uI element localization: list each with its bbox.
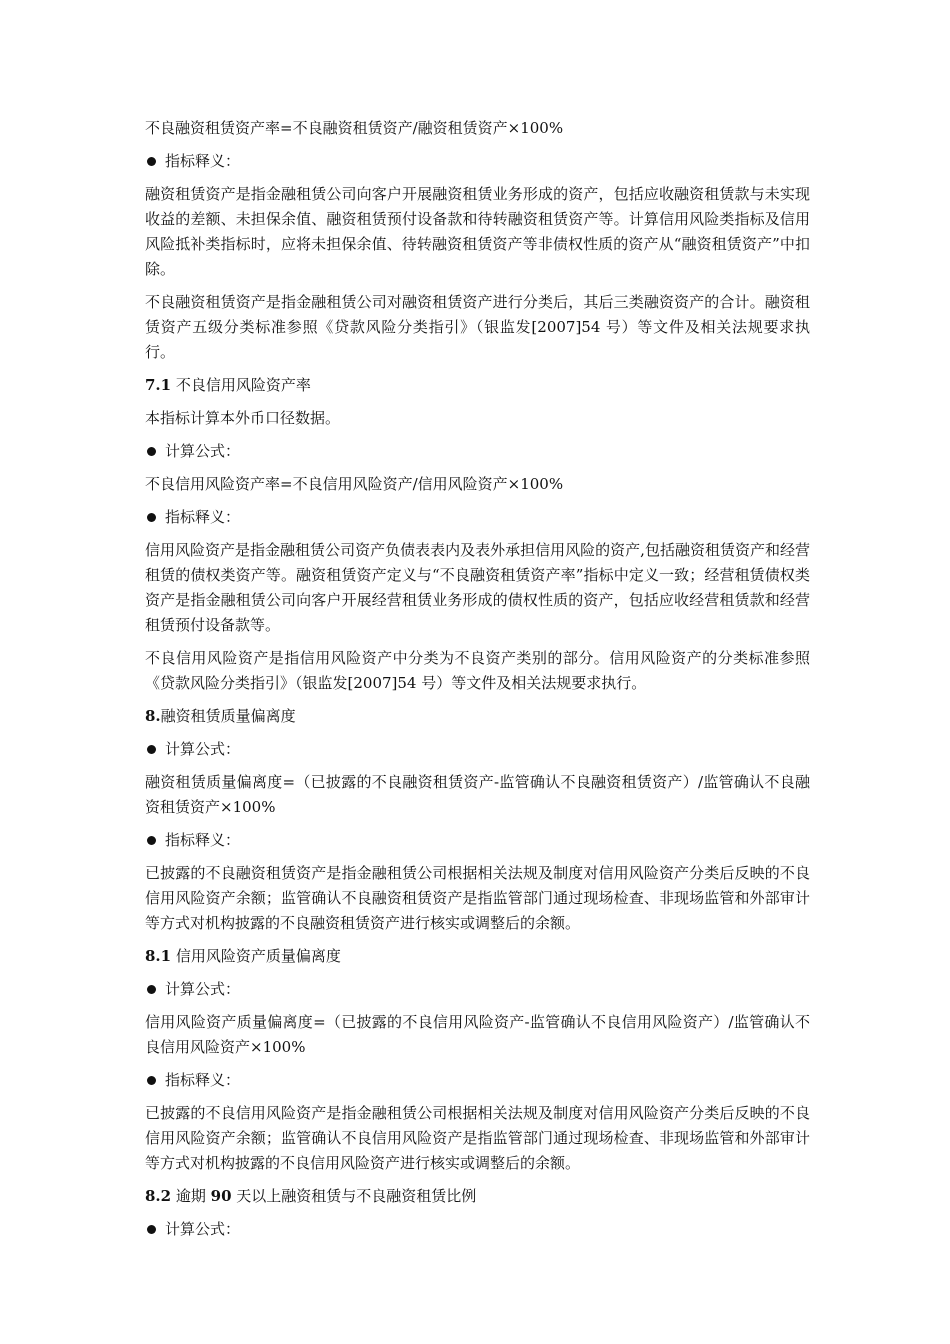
bullet-indicator-definition: [145, 505, 810, 530]
bullet-dot-icon: [147, 1225, 156, 1234]
formula-lease-quality-deviation: 融资租赁质量偏离度=（已披露的不良融资租赁资产-监管确认不良融资租赁资产）/监管确认不良融资租赁资产×100%: [145, 773, 810, 816]
formula-credit-risk-quality-deviation: 信用风险资产质量偏离度=（已披露的不良信用风险资产-监管确认不良信用风险资产）/监管确认不良信用风险资产×100%: [145, 1013, 810, 1056]
section-title-post: 天以上融资租赁与不良融资租赁比例: [231, 1187, 477, 1205]
section-heading-8-2: [145, 1184, 810, 1209]
bullet-label: 指标释义：: [165, 508, 241, 526]
paragraph-credit-risk-asset-definition: 信用风险资产是指金融租赁公司资产负债表表内及表外承担信用风险的资产,包括融资租赁资产和经营租赁的债权类资产等。融资租赁资产定义与“不良融资租赁资产率”指标中定义一致；经营租赁债权类资产是指金融租赁公司向客户开展经营租赁业务形成的债权性质的资产，包括应收经营租赁款和经营租赁预付设备款等。: [145, 541, 810, 634]
section-number: 8.2: [145, 1187, 172, 1205]
bullet-indicator-definition: [145, 1068, 810, 1093]
bullet-calculation-formula: [145, 439, 810, 464]
section-number: 8.: [145, 707, 161, 725]
section-number: 7.1: [145, 376, 172, 394]
bullet-label: 计算公式：: [165, 980, 241, 998]
paragraph-currency-scope: 本指标计算本外币口径数据。: [145, 409, 341, 427]
section-title: 融资租赁质量偏离度: [160, 707, 296, 725]
document-page: [145, 116, 810, 1250]
bullet-dot-icon: [147, 745, 156, 754]
bullet-dot-icon: [147, 836, 156, 845]
section-title-bold-number: 90: [210, 1187, 232, 1205]
bullet-indicator-definition: [145, 149, 810, 174]
paragraph-bad-credit-risk-asset-definition: 不良信用风险资产是指信用风险资产中分类为不良资产类别的部分。信用风险资产的分类标准参照《贷款风险分类指引》（银监发[2007]54 号）等文件及相关法规要求执行。: [145, 649, 810, 692]
paragraph-disclosed-bad-lease-definition: 已披露的不良融资租赁资产是指金融租赁公司根据相关法规及制度对信用风险资产分类后反映的不良信用风险资产余额；监管确认不良融资租赁资产是指监管部门通过现场检查、非现场监管和外部审计等方式对机构披露的不良融资租赁资产进行核实或调整后的余额。: [145, 864, 810, 932]
paragraph-lease-asset-definition: 融资租赁资产是指金融租赁公司向客户开展融资租赁业务形成的资产，包括应收融资租赁款与未实现收益的差额、未担保余值、融资租赁预付设备款和待转融资租赁资产等。计算信用风险类指标及信用风险抵补类指标时，应将未担保余值、待转融资租赁资产等非债权性质的资产从“融资租赁资产”中扣除。: [145, 185, 810, 278]
section-heading-7-1: [145, 373, 810, 398]
bullet-calculation-formula: [145, 977, 810, 1002]
bullet-label: 计算公式：: [165, 1220, 241, 1238]
paragraph-disclosed-bad-credit-risk-definition: 已披露的不良信用风险资产是指金融租赁公司根据相关法规及制度对信用风险资产分类后反映的不良信用风险资产余额；监管确认不良信用风险资产是指监管部门通过现场检查、非现场监管和外部审计等方式对机构披露的不良信用风险资产进行核实或调整后的余额。: [145, 1104, 810, 1172]
formula-bad-lease-ratio: 不良融资租赁资产率=不良融资租赁资产/融资租赁资产×100%: [145, 119, 564, 137]
bullet-label: 计算公式：: [165, 442, 241, 460]
section-heading-8-1: [145, 944, 810, 969]
bullet-indicator-definition: [145, 828, 810, 853]
paragraph-bad-lease-asset-definition: 不良融资租赁资产是指金融租赁公司对融资租赁资产进行分类后，其后三类融资资产的合计。融资租赁资产五级分类标准参照《贷款风险分类指引》（银监发[2007]54 号）等文件及相关法规要求执行。: [145, 293, 810, 361]
bullet-label: 指标释义：: [165, 831, 241, 849]
formula-bad-credit-risk-ratio: 不良信用风险资产率=不良信用风险资产/信用风险资产×100%: [145, 475, 564, 493]
bullet-label: 计算公式：: [165, 740, 241, 758]
section-title: 信用风险资产质量偏离度: [171, 947, 341, 965]
bullet-label: 指标释义：: [165, 1071, 241, 1089]
bullet-dot-icon: [147, 513, 156, 522]
bullet-dot-icon: [147, 157, 156, 166]
bullet-dot-icon: [147, 447, 156, 456]
bullet-label: 指标释义：: [165, 152, 241, 170]
bullet-dot-icon: [147, 1076, 156, 1085]
bullet-dot-icon: [147, 985, 156, 994]
bullet-calculation-formula: [145, 737, 810, 762]
section-title: 不良信用风险资产率: [171, 376, 311, 394]
section-number: 8.1: [145, 947, 172, 965]
section-title-pre: 逾期: [171, 1187, 211, 1205]
section-heading-8: [145, 704, 810, 729]
bullet-calculation-formula: [145, 1217, 810, 1242]
